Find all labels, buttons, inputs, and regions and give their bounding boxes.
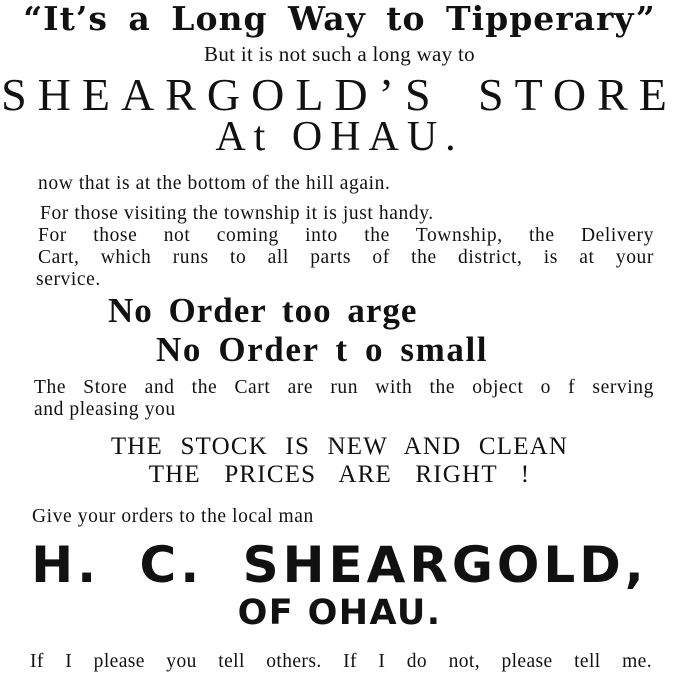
visitors-note: For those visiting the township it is just handy. (40, 203, 434, 224)
subline: But it is not such a long way to (204, 42, 475, 66)
slogan-order-small: No Order t o small (156, 330, 489, 369)
store-name: SHEARGOLD’S STORE (1, 69, 678, 120)
service-line-2: and pleasing you (34, 399, 176, 420)
delivery-note-line-3: service. (36, 269, 101, 290)
stock-line-2: THE PRICES ARE RIGHT ! (148, 461, 531, 488)
proprietor-place: OF OHAU. (237, 593, 442, 633)
service-line-1: The Store and the Cart are run with the object o f serving (34, 377, 654, 398)
call-to-action: Give your orders to the local man (32, 506, 314, 527)
proprietor-name: H. C. SHEARGOLD, (31, 536, 648, 594)
store-location: At OHAU. (215, 114, 464, 160)
headline: “It’s a Long Way to Tipperary” (23, 0, 656, 38)
location-note: now that is at the bottom of the hill again. (38, 173, 391, 194)
slogan-order-large: No Order too arge (108, 291, 418, 330)
stock-line-1: THE STOCK IS NEW AND CLEAN (110, 433, 569, 460)
delivery-note-line-2: Cart, which runs to all parts of the district, is at your (38, 247, 654, 268)
delivery-note-line-1: For those not coming into the Township, the Delivery (38, 225, 654, 246)
motto: If I please you tell others. If I do not, please tell me. (30, 651, 652, 672)
